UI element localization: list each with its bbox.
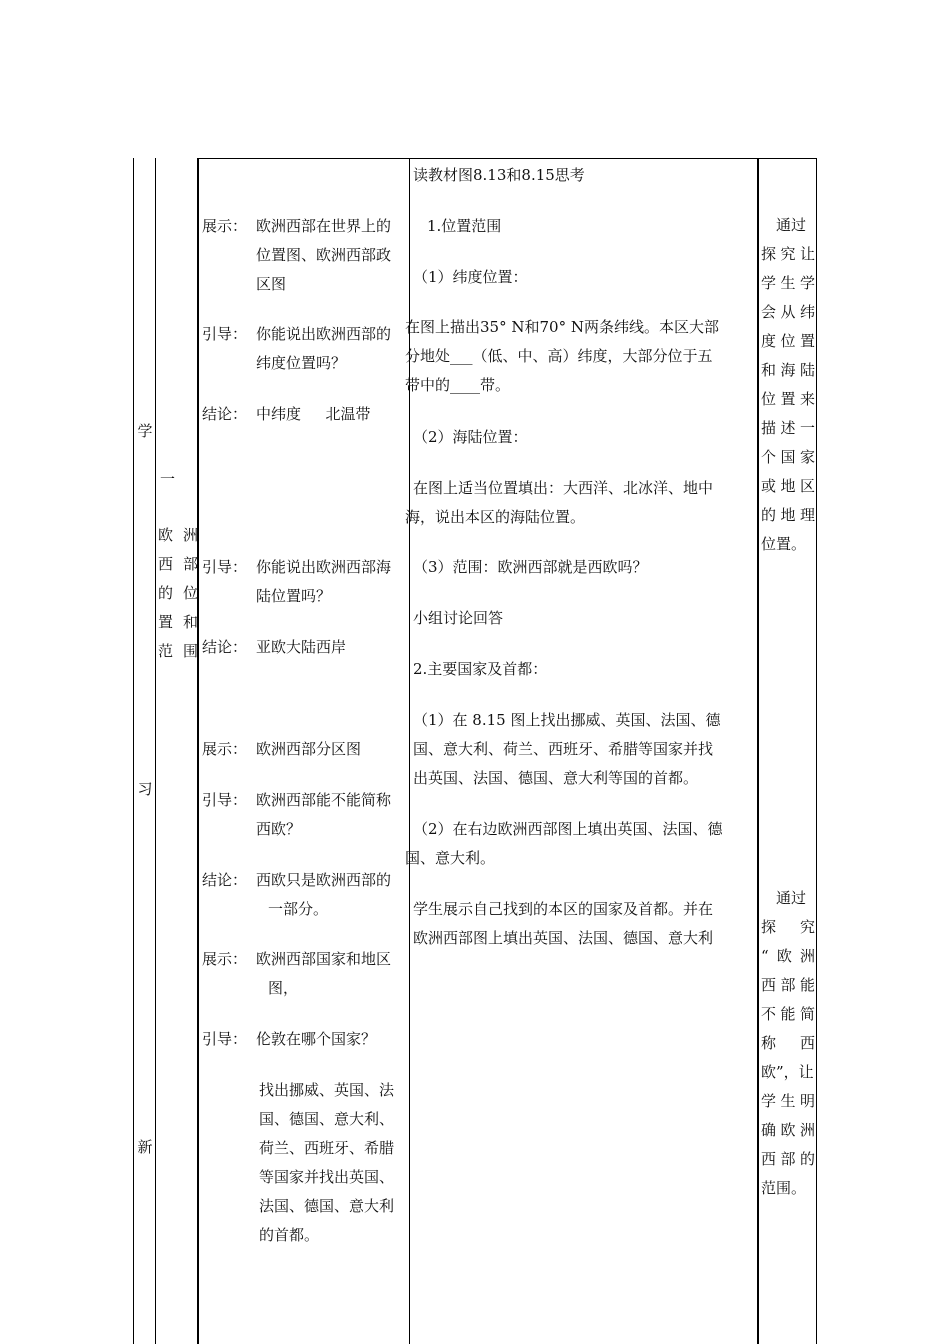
note-line: 个国家 xyxy=(761,448,815,466)
paragraph-line: 国、意大利。 xyxy=(405,849,496,867)
conclusion-item-1 xyxy=(202,400,410,429)
item-text-line: 欧洲西部能不能简称 xyxy=(256,791,392,809)
table-border-3 xyxy=(197,158,199,1344)
paragraph: 2.主要国家及首都： xyxy=(413,660,548,678)
paragraph xyxy=(405,313,757,400)
item-text-line: 欧洲西部分区图 xyxy=(256,740,362,758)
item-text-line: 你能说出欧洲西部的 xyxy=(256,325,392,343)
teacher-activity-column xyxy=(202,0,410,1344)
section-label-char-3: 新 xyxy=(137,1138,153,1156)
note-line: 西部能 xyxy=(761,976,815,994)
note-line: 探 究 xyxy=(761,918,815,936)
note-line: 位置。 xyxy=(761,535,807,553)
note-line: “欧洲 xyxy=(761,947,815,965)
design-intent-note-1 xyxy=(761,211,815,559)
item-label: 结论： xyxy=(202,638,248,656)
paragraph-line: 欧洲西部图上填出英国、法国、德国、意大利 xyxy=(413,929,714,947)
note-line: 西部的 xyxy=(761,1150,815,1168)
item-text-line: 国、德国、意大利、 xyxy=(259,1110,395,1128)
paragraph: （3）范围：欧洲西部就是西欧吗？ xyxy=(413,558,648,576)
paragraph-line: 在图上适当位置填出：大西洋、北冰洋、地中 xyxy=(413,479,714,497)
table-border-6 xyxy=(816,158,817,1344)
conclusion-item-3 xyxy=(202,866,410,924)
note-line: 描述一 xyxy=(761,419,815,437)
paragraph-line: （1）在 8.15 图上找出挪威、英国、法国、德 xyxy=(413,711,721,729)
show-item-3 xyxy=(202,945,410,1003)
topic-title-line: 西部 xyxy=(158,555,198,573)
paragraph xyxy=(405,474,757,532)
topic-number: 一 xyxy=(160,470,176,488)
guide-item-4 xyxy=(202,1025,410,1054)
note-line: 不能简 xyxy=(761,1005,815,1023)
paragraph: （1）纬度位置： xyxy=(413,268,528,286)
guide-item-2 xyxy=(202,553,410,611)
item-text-line: 法国、德国、意大利 xyxy=(259,1197,395,1215)
note-line: 通过 xyxy=(761,216,807,234)
show-item-2 xyxy=(202,735,410,764)
topic-title-line: 置和 xyxy=(158,613,198,631)
item-text-line: 中纬度 北温带 xyxy=(256,405,371,423)
paragraph-line: 分地处___（低、中、高）纬度，大部分位于五 xyxy=(405,347,713,365)
item-label: 展示： xyxy=(202,217,248,235)
task-item xyxy=(202,1076,410,1250)
note-line: 的地理 xyxy=(761,506,815,524)
topic-title-line: 范围 xyxy=(158,642,198,660)
paragraph xyxy=(405,706,757,793)
item-text-line: 伦敦在哪个国家？ xyxy=(256,1030,377,1048)
item-label: 引导： xyxy=(202,558,248,576)
item-label: 引导： xyxy=(202,791,248,809)
item-text-line: 西欧？ xyxy=(256,820,302,838)
item-text-line: 亚欧大陆西岸 xyxy=(256,638,347,656)
design-intent-note-2 xyxy=(761,884,815,1203)
item-label: 展示： xyxy=(202,740,248,758)
table-border-2 xyxy=(155,158,156,1344)
item-text-line: 纬度位置吗？ xyxy=(256,354,347,372)
note-line: 称 西 xyxy=(761,1034,815,1052)
item-text-line: 找出挪威、英国、法 xyxy=(259,1081,395,1099)
item-text-line: 一部分。 xyxy=(268,900,329,918)
table-border-1 xyxy=(133,158,134,1344)
guide-item-1 xyxy=(202,320,410,378)
item-text-line: 荷兰、西班牙、希腊 xyxy=(259,1139,395,1157)
item-label: 结论： xyxy=(202,405,248,423)
paragraph-line: 海，说出本区的海陆位置。 xyxy=(405,508,586,526)
paragraph-line: 学生展示自己找到的本区的国家及首都。并在 xyxy=(413,900,714,918)
paragraph: 1.位置范围 xyxy=(427,217,502,235)
paragraph xyxy=(405,815,757,873)
section-label-char-2: 习 xyxy=(137,780,153,798)
item-text-line: 区图 xyxy=(256,275,287,293)
note-line: 学生学 xyxy=(761,274,815,292)
note-line: 位置来 xyxy=(761,390,815,408)
item-text-line: 你能说出欧洲西部海 xyxy=(256,558,392,576)
paragraph: 读教材图8.13和8.15思考 xyxy=(413,166,585,184)
note-line: 欧”，让 xyxy=(761,1063,814,1081)
note-line: 通过 xyxy=(761,889,807,907)
note-line: 度位置 xyxy=(761,332,815,350)
note-line: 会从纬 xyxy=(761,303,815,321)
guide-item-3 xyxy=(202,786,410,844)
paragraph: （2）海陆位置： xyxy=(413,428,528,446)
conclusion-item-2 xyxy=(202,633,410,662)
item-label: 引导： xyxy=(202,1030,248,1048)
item-text-line: 图， xyxy=(268,979,299,997)
item-text-line: 欧洲西部国家和地区 xyxy=(256,950,392,968)
note-line: 探究让 xyxy=(761,245,815,263)
paragraph-line: 出英国、法国、德国、意大利等国的首都。 xyxy=(413,769,699,787)
item-label: 展示： xyxy=(202,950,248,968)
item-text-line: 陆位置吗？ xyxy=(256,587,332,605)
item-text-line: 欧洲西部在世界上的 xyxy=(256,217,392,235)
item-text-line: 位置图、欧洲西部政 xyxy=(256,246,392,264)
paragraph-line: 在图上描出35° N和70° N两条纬线。本区大部 xyxy=(405,318,719,336)
item-label: 结论： xyxy=(202,871,248,889)
paragraph-line: 带中的____带。 xyxy=(405,376,511,394)
note-line: 或地区 xyxy=(761,477,815,495)
item-text-line: 的首都。 xyxy=(259,1226,320,1244)
item-label: 引导： xyxy=(202,325,248,343)
item-text-line: 西欧只是欧洲西部的 xyxy=(256,871,392,889)
note-line: 范围。 xyxy=(761,1179,807,1197)
topic-title xyxy=(158,521,198,666)
paragraph xyxy=(405,895,757,953)
show-item-1 xyxy=(202,212,410,299)
student-activity-column xyxy=(405,0,757,1344)
item-text-line: 等国家并找出英国、 xyxy=(259,1168,395,1186)
note-line: 学生明 xyxy=(761,1092,815,1110)
paragraph-line: 国、意大利、荷兰、西班牙、希腊等国家并找 xyxy=(413,740,714,758)
topic-title-line: 的位 xyxy=(158,584,198,602)
section-label-char-1: 学 xyxy=(137,422,153,440)
note-line: 和海陆 xyxy=(761,361,815,379)
topic-title-line: 欧洲 xyxy=(158,526,198,544)
table-border-5 xyxy=(757,158,759,1344)
paragraph-line: （2）在右边欧洲西部图上填出英国、法国、德 xyxy=(413,820,723,838)
paragraph: 小组讨论回答 xyxy=(413,609,504,627)
note-line: 确欧洲 xyxy=(761,1121,815,1139)
